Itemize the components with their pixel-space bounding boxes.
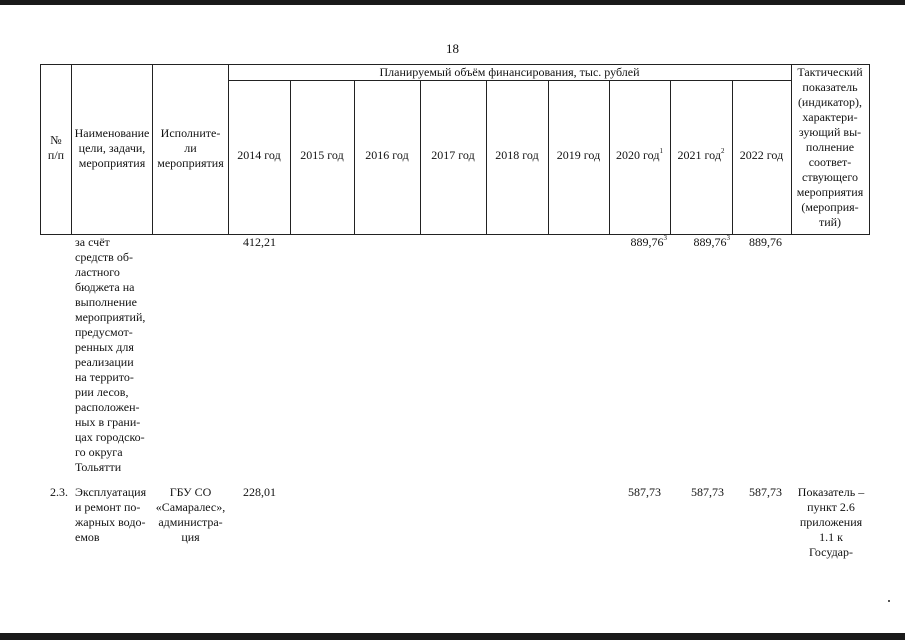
header-name-column: Наименование цели, задачи, мероприятия [74,126,150,170]
header-number-column: № п/п [47,133,65,162]
row-value-2014: 412,21 [243,235,276,249]
row-value-2014: 228,01 [243,485,276,499]
header-year-2014: 2014 год [237,148,281,162]
row-value-2022: 889,76 [749,235,782,249]
row-value-2020: 889,76$^3$ [630,234,667,249]
row-name-cell: за счёт средств об- ластного бюджета на выполнение мероприятий, предусмот- ренных для реализации на террито- рии лесов, расположен- ных в грани- цах городско- го округа Тольятти [75,235,146,474]
header-financing-group: Планируемый объём финансирования, тыс. рублей [379,65,640,79]
row-value-2021: 587,73 [691,485,724,499]
row-number-cell: 2.3. [50,485,68,499]
header-year-2015: 2015 год [300,148,344,162]
scan-edge-top [0,0,905,5]
row-value-2021: 889,76$^3$ [693,234,730,249]
header-year-2020: 2020 год$^1$ [616,147,663,162]
header-year-2022: 2022 год [739,148,784,162]
header-year-2016: 2016 год [365,148,409,162]
row-indicator-cell: Показатель – пункт 2.6 приложения 1.1 к Государ- [797,485,865,559]
row-value-2022: 587,73 [749,485,782,499]
page-number: 18 [446,41,459,56]
row-executor-cell: ГБУ СО «Самаралес», администра- ция [155,485,226,544]
row-name-cell: Эксплуатация и ремонт по- жарных водо- емов [75,485,147,544]
header-year-2019: 2019 год [556,148,601,162]
header-year-2018: 2018 год [495,148,539,162]
scan-edge-bottom [0,633,905,640]
header-indicator-column: Тактический показатель (индикатор), характери- зующий вы- полнение соответ- ствующего мероприятия (мероприя- тий) [796,65,864,229]
header-executor-column: Исполните- ли мероприятия [157,126,224,170]
header-year-2021: 2021 год$^2$ [677,147,725,162]
row-value-2020: 587,73 [628,485,661,499]
header-year-2017: 2017 год [431,148,475,162]
scan-speck [888,600,890,602]
